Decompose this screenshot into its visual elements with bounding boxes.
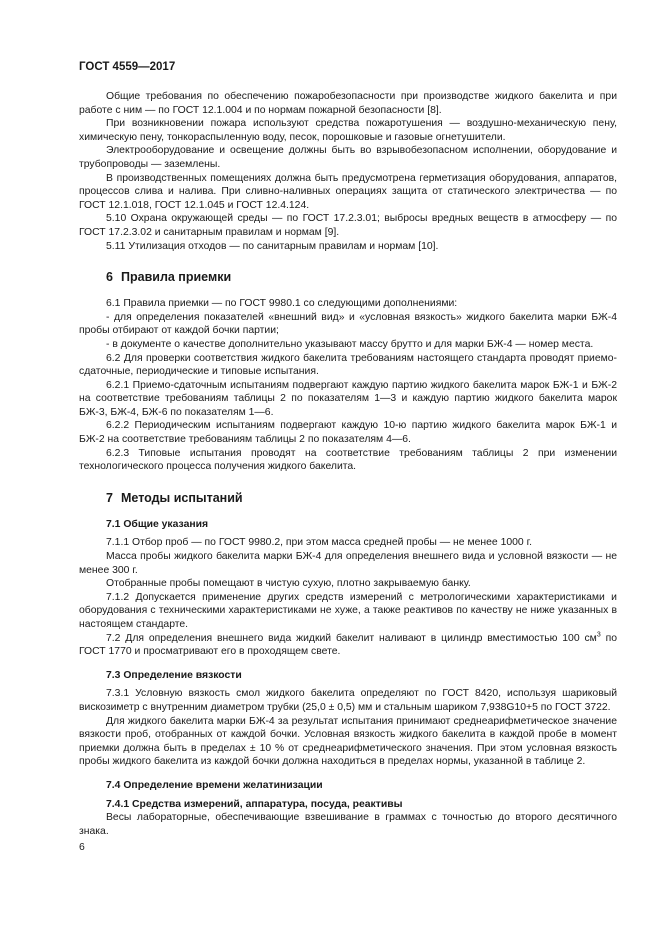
- paragraph: Общие требования по обеспечению пожаробезопасности при производстве жидкого бакелита и при работе с ним — по ГОСТ 12.1.004 и по нормам пожарной безопасности [8].: [79, 91, 617, 116]
- section-number: 6: [106, 270, 113, 285]
- subsection-heading: 7.1 Общие указания: [106, 518, 209, 530]
- paragraph: Масса пробы жидкого бакелита марки БЖ-4 для определения внешнего вида и условной вязкости — не менее 300 г.: [79, 551, 617, 576]
- section-title: Правила приемки: [121, 270, 232, 285]
- paragraph: Отобранные пробы помещают в чистую сухую, плотно закрываемую банку.: [106, 578, 471, 590]
- paragraph: - для определения показателей «внешний вид» и «условная вязкость» жидкого бакелита марки БЖ-4 пробы отбирают от каждой бочки партии;: [79, 311, 617, 337]
- section-heading: [106, 491, 617, 506]
- paragraph-text-tail: по ГОСТ 1770 и просматривают его в проходящем свете.: [79, 632, 618, 658]
- superscript: 3: [596, 631, 601, 639]
- paragraph: 5.11 Утилизация отходов — по санитарным правилам и нормам [10].: [106, 240, 439, 252]
- paragraph: 5.10 Охрана окружающей среды — по ГОСТ 17.2.3.01; выбросы вредных веществ в атмосферу — по ГОСТ 17.2.3.02 и санитарным правилам и нормам [9].: [79, 213, 617, 238]
- paragraph: 6.1 Правила приемки — по ГОСТ 9980.1 со следующими дополнениями:: [106, 298, 458, 310]
- page-header: ГОСТ 4559—2017: [79, 61, 176, 73]
- paragraph: Электрооборудование и освещение должны быть во взрывобезопасном исполнении, оборудование и трубопроводы — заземлены.: [79, 145, 617, 170]
- paragraph: Для жидкого бакелита марки БЖ-4 за результат испытания принимают среднеарифметическое значение вязкости проб, отобранных от каждой бочки. Условная вязкость жидкого бакелита в каждой пробе в момент приемки должна быть в пределах ± 10 % от среднеарифметического значения. При этом условная вязкость пробы жидкого бакелита из каждой бочки должна находиться в пределах нормы, указанной в таблице 2.: [79, 715, 617, 768]
- paragraph: - в документе о качестве дополнительно указывают массу брутто и для марки БЖ-4 — номер места.: [106, 338, 594, 350]
- paragraph: Весы лабораторные, обеспечивающие взвешивание в граммах с точностью до второго десятичного знака.: [79, 812, 617, 837]
- section-title: Методы испытаний: [121, 490, 243, 505]
- section-heading: [106, 270, 617, 285]
- paragraph: 6.2.1 Приемо-сдаточным испытаниям подвергают каждую партию жидкого бакелита марок БЖ-1 и БЖ-2 на соответствие требованиям таблицы 2 по показателям 1—3 и каждую партию жидкого бакелита марок БЖ-3, БЖ-4, БЖ-6 по показателям 1—6.: [79, 379, 617, 418]
- paragraph: [79, 632, 617, 659]
- paragraph: 6.2.2 Периодическим испытаниям подвергают каждую 10-ю партию жидкого бакелита марок БЖ-1 и БЖ-2 на соответствие требованиям таблицы 2 по показателям 4—6.: [79, 420, 617, 446]
- subsection-heading: 7.4 Определение времени желатинизации: [106, 779, 323, 791]
- paragraph: 6.2.3 Типовые испытания проводят на соответствие требованиям таблицы 2 при изменении технологического процесса получения жидкого бакелита.: [79, 447, 617, 473]
- paragraph: В производственных помещениях должна быть предусмотрена герметизация оборудования, аппаратов, процессов слива и налива. При сливно-наливных операциях защита от статического электричества — по ГОСТ 12.1.018, ГОСТ 12.1.045 и ГОСТ 12.4.124.: [79, 172, 617, 211]
- page-number: 6: [79, 842, 85, 853]
- paragraph: 7.3.1 Условную вязкость смол жидкого бакелита определяют по ГОСТ 8420, используя шариковый вискозиметр с внутренним диаметром трубки (25,0 ± 0,5) мм и стальным шариком 7,938G10+5 по ГОСТ 3722.: [79, 688, 617, 713]
- document-body: [79, 90, 617, 838]
- paragraph: 7.1.2 Допускается применение других средств измерений с метрологическими характеристиками и оборудования с техническими характеристиками не хуже, а также реактивов по качеству не ниже указанных в настоящем стандарте.: [79, 591, 617, 630]
- section-number: 7: [106, 490, 113, 505]
- paragraph: При возникновении пожара используют средства пожаротушения — воздушно-механическую пену, химическую пену, тонкораспыленную воду, песок, порошковые и газовые огнетушители.: [79, 118, 617, 143]
- paragraph-text: 7.2 Для определения внешнего вида жидкий бакелит наливают в цилиндр вместимостью 100 см: [106, 632, 597, 644]
- paragraph: 7.1.1 Отбор проб — по ГОСТ 9980.2, при этом масса средней пробы — не менее 1000 г.: [106, 537, 532, 549]
- paragraph: 6.2 Для проверки соответствия жидкого бакелита требованиям настоящего стандарта проводят приемо-сдаточные, периодические и типовые испытания.: [79, 352, 617, 378]
- subsubsection-heading: 7.4.1 Средства измерений, аппаратура, посуда, реактивы: [106, 798, 403, 810]
- subsection-heading: 7.3 Определение вязкости: [106, 669, 242, 681]
